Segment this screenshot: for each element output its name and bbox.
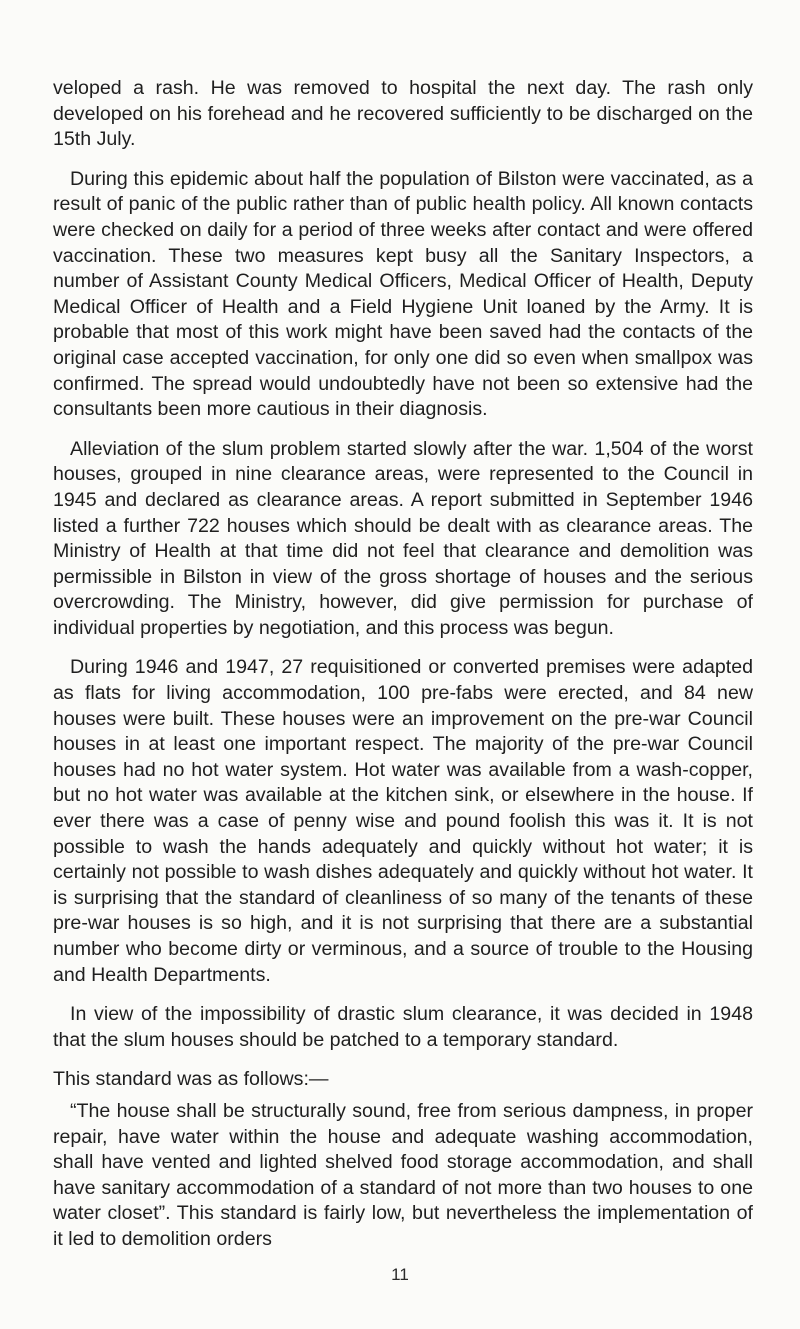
document-page <box>53 76 753 1267</box>
paragraph-1: veloped a rash. He was removed to hospital the next day. The rash only developed on his forehead and he recovered sufficiently to be discharged on the 15th July. <box>53 77 753 151</box>
paragraph-3: Alleviation of the slum problem started slowly after the war. 1,504 of the worst houses, grouped in nine clearance areas, were represented to the Council in 1945 and declared as clearance areas. A report submitted in September 1946 listed a further 722 houses which should be dealt with as clearance areas. The Ministry of Health at that time did not feel that clearance and demolition was permissible in Bilston in view of the gross shortage of houses and the serious overcrowding. The Ministry, however, did give permission for purchase of individual properties by negotiation, and this process was begun. <box>53 437 753 639</box>
page-number: 11 <box>391 1265 409 1284</box>
paragraph-6: This standard was as follows:— <box>53 1068 329 1091</box>
paragraph-2: During this epidemic about half the population of Bilston were vaccinated, as a result of panic of the public rather than of public health policy. All known contacts were checked on daily for a period of three weeks after contact and were offered vaccination. These two measures kept busy all the Sanitary Inspectors, a number of Assistant County Medical Officers, Medical Officer of Health, Deputy Medical Officer of Health and a Field Hygiene Unit loaned by the Army. It is probable that most of this work might have been saved had the contacts of the original case accepted vaccination, for only one did so even when smallpox was confirmed. The spread would undoubtedly have not been so extensive had the consultants been more cautious in their diagnosis. <box>53 167 753 421</box>
paragraph-7: “The house shall be structurally sound, free from serious dampness, in proper repair, have water within the house and adequate washing accommodation, shall have vented and lighted shelved food storage accommodation, and shall have sanitary accommodation of a standard of not more than two houses to one water closet”. This standard is fairly low, but nevertheless the implementation of it led to demolition orders <box>53 1099 753 1250</box>
paragraph-5: In view of the impossibility of drastic slum clearance, it was decided in 1948 that the slum houses should be patched to a temporary standard. <box>53 1003 753 1051</box>
paragraph-4: During 1946 and 1947, 27 requisitioned or converted premises were adapted as flats for living accommodation, 100 pre-fabs were erected, and 84 new houses were built. These houses were an improvement on the pre-war Council houses in at least one important respect. The majority of the pre-war Council houses had no hot water system. Hot water was available from a wash-copper, but no hot water was available at the kitchen sink, or elsewhere in the house. If ever there was a case of penny wise and pound foolish this was it. It is not possible to wash the hands adequately and quickly without hot water; it is certainly not possible to wash dishes adequately and quickly without hot water. It is surprising that the standard of cleanliness of so many of the tenants of these pre-war houses is so high, and it is not surprising that there are a substantial number who become dirty or verminous, and a source of trouble to the Housing and Health Departments. <box>53 656 753 986</box>
